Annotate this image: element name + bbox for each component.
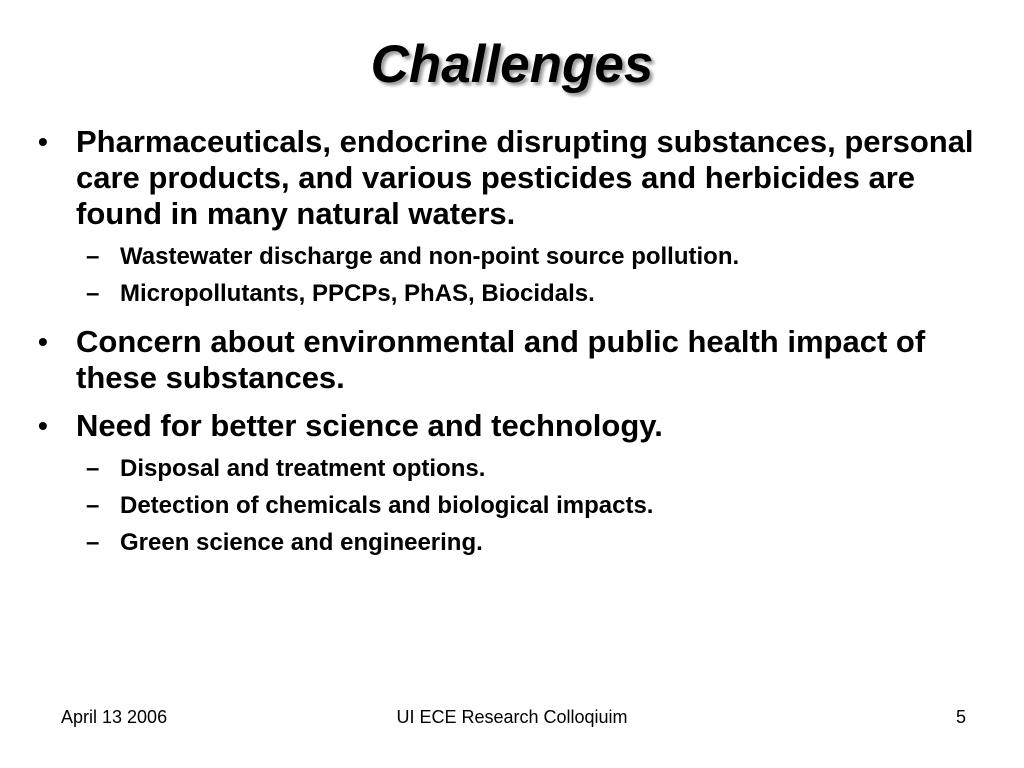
dash-marker: – (86, 243, 100, 270)
sub-item (76, 238, 988, 275)
sub-item-text: Disposal and treatment options. (120, 455, 486, 482)
footer-event-title: UI ECE Research Colloqiuim (396, 707, 628, 727)
dash-marker: – (86, 455, 100, 482)
bullet-text: Concern about environmental and public health impact of these substances. (76, 324, 926, 395)
sub-item (76, 487, 988, 524)
bullet-item (38, 408, 988, 561)
bullet-text: Pharmaceuticals, endocrine disrupting substances, personal care products, and various pesticides and herbicides are found in many natural waters. (76, 124, 974, 231)
bullet-marker: • (38, 126, 48, 157)
bullet-marker: • (38, 410, 48, 441)
page-number: 5 (955, 707, 966, 727)
dash-marker: – (86, 529, 100, 556)
dash-marker: – (86, 492, 100, 519)
sub-item-text: Detection of chemicals and biological impacts. (120, 492, 654, 519)
sub-item (76, 450, 988, 487)
bullet-text: Need for better science and technology. (76, 408, 663, 443)
bullet-item (38, 124, 988, 312)
bullet-marker: • (38, 326, 48, 357)
sub-item-text: Micropollutants, PPCPs, PhAS, Biocidals. (120, 280, 595, 307)
sub-item (76, 275, 988, 312)
dash-marker: – (86, 280, 100, 307)
sub-list (76, 238, 988, 312)
sub-list (76, 450, 988, 561)
sub-item-text: Wastewater discharge and non-point source pollution. (120, 243, 740, 270)
sub-item-text: Green science and engineering. (120, 529, 483, 556)
sub-item (76, 524, 988, 561)
bullet-item (38, 324, 988, 396)
footer-date: April 13 2006 (61, 707, 168, 727)
slide-title: Challenges (370, 35, 654, 94)
bullet-list (38, 124, 988, 573)
